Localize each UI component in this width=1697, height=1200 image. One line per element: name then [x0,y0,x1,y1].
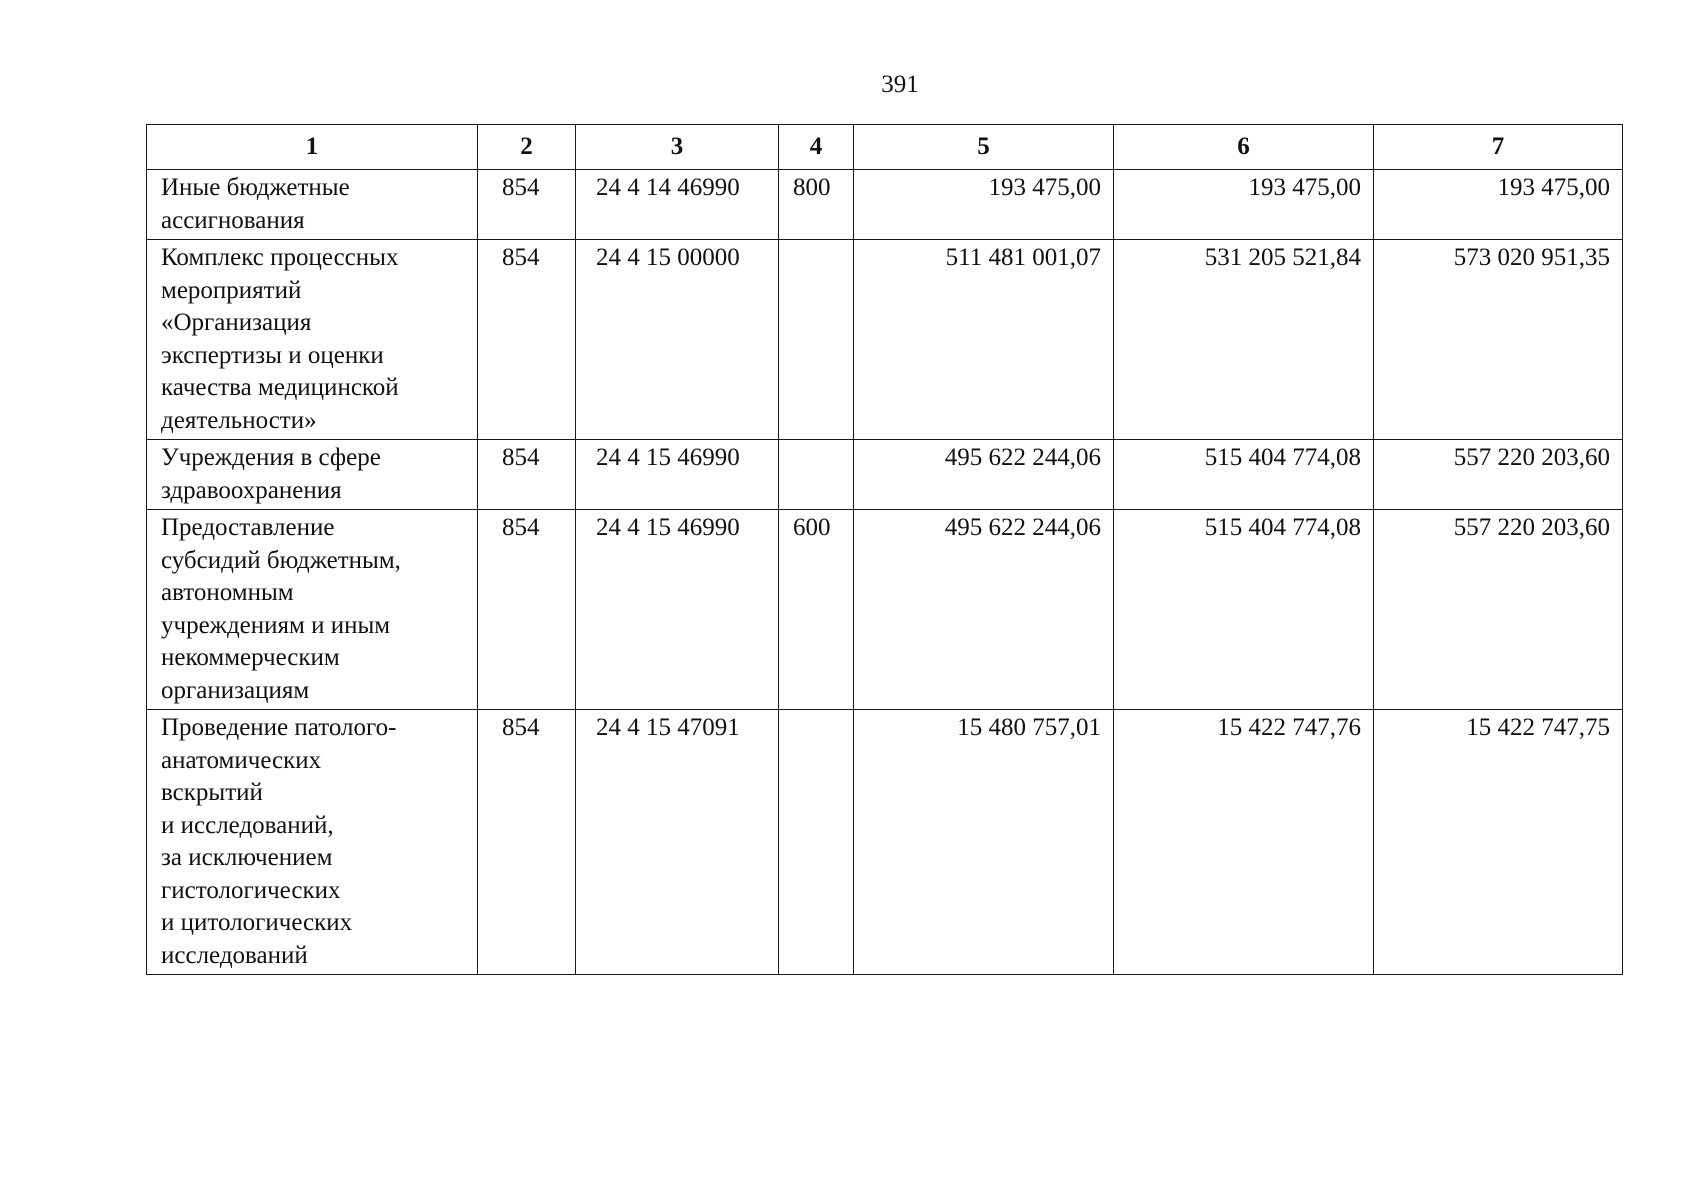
header-col-2: 2 [478,125,576,170]
row-name-line: мероприятий [161,276,302,304]
row-name-line: анатомических [161,746,322,774]
row-name-line: и исследований, [161,811,334,839]
row-amount-5: 495 622 244,06 [854,510,1114,710]
row-amount-5: 193 475,00 [854,170,1114,240]
row-name-line: качества медицинской [161,374,399,401]
row-amount-7: 193 475,00 [1374,170,1623,240]
row-code: 854 [478,440,576,510]
row-name [147,240,478,440]
row-name-line: Комплекс процессных [161,244,399,271]
table-row [147,170,1623,240]
row-name-line: Предоставление [161,514,335,541]
header-col-6: 6 [1114,125,1374,170]
budget-table [146,124,1623,975]
row-amount-7: 573 020 951,35 [1374,240,1623,440]
row-amount-5: 511 481 001,07 [854,240,1114,440]
row-vr [779,440,854,510]
row-name-line: за исключением [161,844,333,871]
row-vr: 800 [779,170,854,240]
row-name-line: гистологических [161,876,341,904]
header-col-5: 5 [854,125,1114,170]
row-name-line: некоммерческим [161,644,340,671]
row-name [147,510,478,710]
header-col-3: 3 [576,125,779,170]
row-name-line: деятельности» [161,406,317,434]
row-code: 854 [478,510,576,710]
header-col-1: 1 [147,125,478,170]
header-col-4: 4 [779,125,854,170]
row-name-line: Иные бюджетные [161,174,350,201]
row-name-line: и цитологических [161,909,353,936]
row-name-line: вскрытий [161,779,263,806]
row-vr: 600 [779,510,854,710]
row-amount-6: 531 205 521,84 [1114,240,1374,440]
row-amount-7: 557 220 203,60 [1374,510,1623,710]
row-name-line: ассигнования [161,206,305,234]
row-amount-6: 15 422 747,76 [1114,710,1374,975]
row-name-line: экспертизы и оценки [161,341,384,369]
row-name-line: «Организация [161,309,312,336]
row-amount-6: 515 404 774,08 [1114,440,1374,510]
row-vr [779,710,854,975]
row-code: 854 [478,240,576,440]
table-row [147,240,1623,440]
row-amount-7: 557 220 203,60 [1374,440,1623,510]
row-csr: 24 4 14 46990 [576,170,779,240]
row-csr: 24 4 15 46990 [576,440,779,510]
row-name-line: Учреждения в сфере [161,444,381,471]
row-csr: 24 4 15 47091 [576,710,779,975]
row-vr [779,240,854,440]
table-row [147,510,1623,710]
table-row [147,440,1623,510]
row-name-line: автономным [161,579,294,606]
row-name-line: субсидий бюджетным, [161,546,401,574]
row-amount-6: 515 404 774,08 [1114,510,1374,710]
row-name-line: Проведение патолого- [161,714,397,741]
row-amount-6: 193 475,00 [1114,170,1374,240]
header-row [147,125,1623,170]
row-name [147,710,478,975]
row-name-line: исследований [161,941,308,969]
table-row [147,710,1623,975]
row-name-line: организациям [161,676,310,704]
row-amount-5: 15 480 757,01 [854,710,1114,975]
page-number: 391 [881,71,919,98]
row-amount-7: 15 422 747,75 [1374,710,1623,975]
row-name [147,440,478,510]
header-col-7: 7 [1374,125,1623,170]
row-name-line: здравоохранения [161,476,342,504]
row-csr: 24 4 15 46990 [576,510,779,710]
row-csr: 24 4 15 00000 [576,240,779,440]
row-code: 854 [478,710,576,975]
row-code: 854 [478,170,576,240]
row-name-line: учреждениям и иным [161,611,391,639]
row-amount-5: 495 622 244,06 [854,440,1114,510]
row-name [147,170,478,240]
